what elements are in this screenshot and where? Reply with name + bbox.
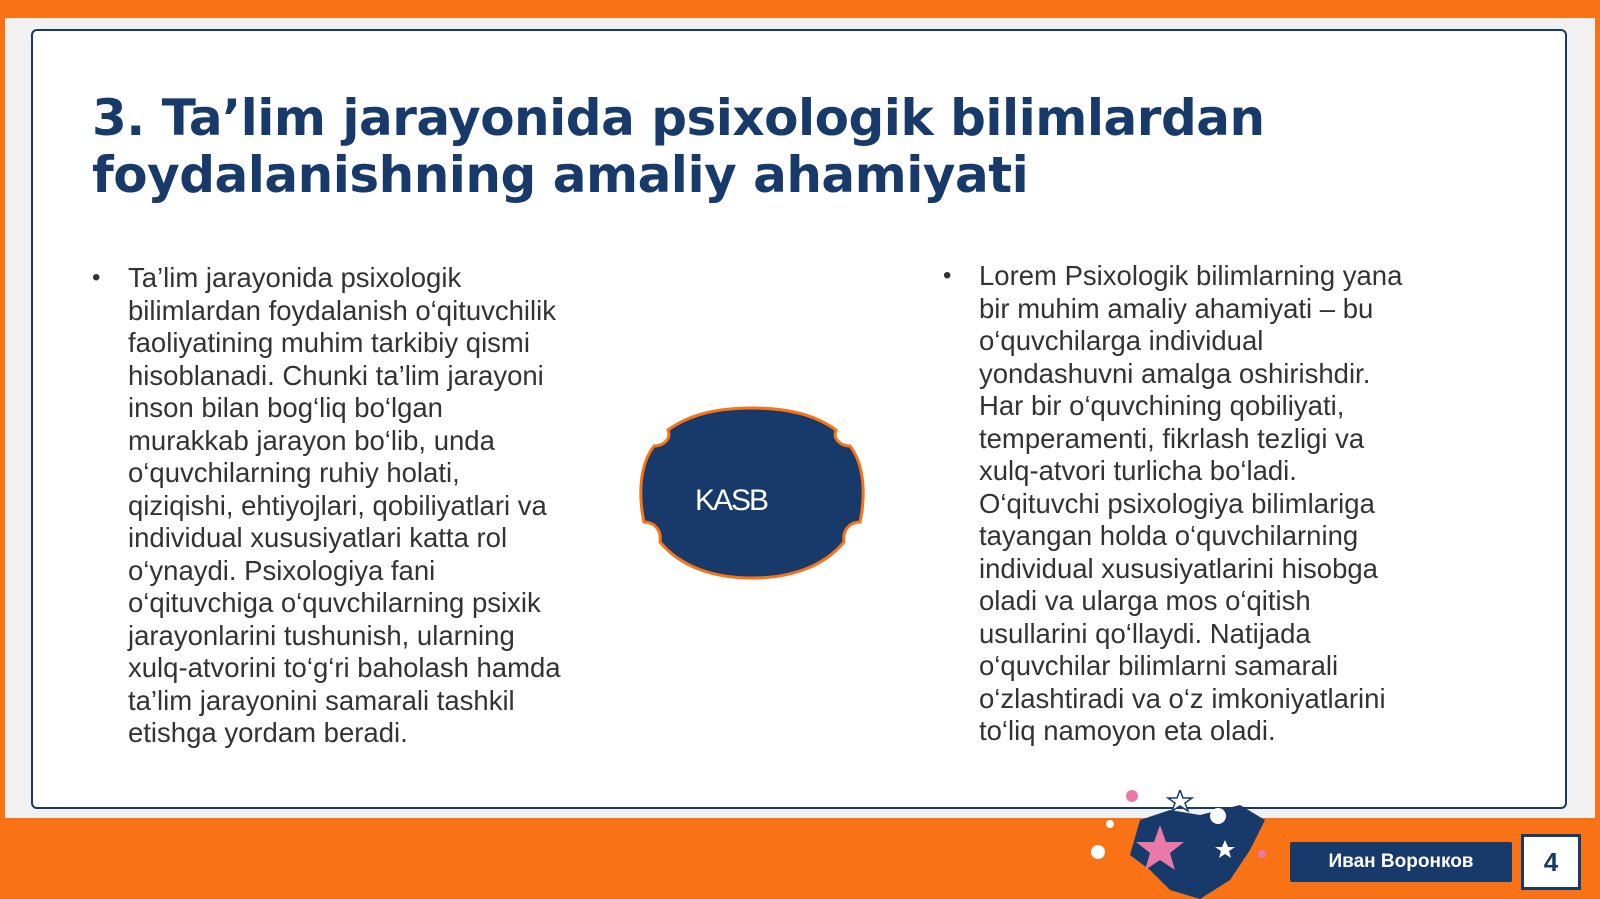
presenter-name-box: Иван Воронков (1290, 842, 1512, 882)
page-number-box: 4 (1521, 834, 1581, 890)
left-paragraph: Ta’lim jarayonida psixologik bilimlardan foydalanish o‘qituvchilik faoliyatining muhim tarkibiy qismi hisoblanadi. Chunki ta’lim jarayoni inson bilan bog‘liq bo‘lgan murakkab jarayon bo‘lib, unda o‘quvchilarning ruhiy holati, qiziqishi, ehtiyojlari, qobiliyatlari va individual xususiyatlari katta rol o‘ynaydi. Psixologiya fani o‘qituvchiga o‘quvchilarning psixik jarayonlarini tushunish, ularning xulq-atvorini to‘g‘ri baholash hamda ta’lim jarayonini samarali tashkil etishga yordam beradi. (128, 262, 561, 748)
badge-label: KASB (694, 484, 768, 517)
right-bullet-item (943, 260, 1413, 748)
small-dot-icon (1106, 820, 1114, 828)
top-accent-strip (0, 0, 1600, 18)
white-star-icon (1168, 790, 1192, 811)
left-bullet-item (92, 262, 562, 750)
white-dot-icon (1210, 808, 1226, 824)
right-paragraph: Lorem Psixologik bilimlarning yana bir muhim amaliy ahamiyati – bu o‘quvchilarga individual yondashuvni amalga oshirishdir. Har bir o‘quvchining qobiliyati, temperamenti, fikrlash tezligi va xulq-atvori turlicha bo‘ladi. O‘qituvchi psixologiya bilimlariga tayangan holda o‘quvchilarning individual xususiyatlarini hisobga oladi va ularga mos o‘qitish usullarini qo‘llaydi. Natijada o‘quvchilar bilimlarni samarali o‘zlashtiradi va o‘z imkoniyatlarini to‘liq namoyon eta oladi. (979, 260, 1403, 746)
white-dot-icon (1091, 845, 1105, 859)
kasb-badge (636, 404, 868, 584)
slide-title: 3. Ta’lim jarayonida psixologik bilimlardan foydalanishning amaliy ahamiyati (92, 89, 1265, 204)
pink-dot-icon (1258, 850, 1266, 858)
decorative-stars-cluster (1090, 790, 1320, 899)
bullet-icon: • (943, 262, 952, 289)
bullet-icon: • (92, 264, 101, 291)
pink-dot-icon (1126, 790, 1138, 802)
